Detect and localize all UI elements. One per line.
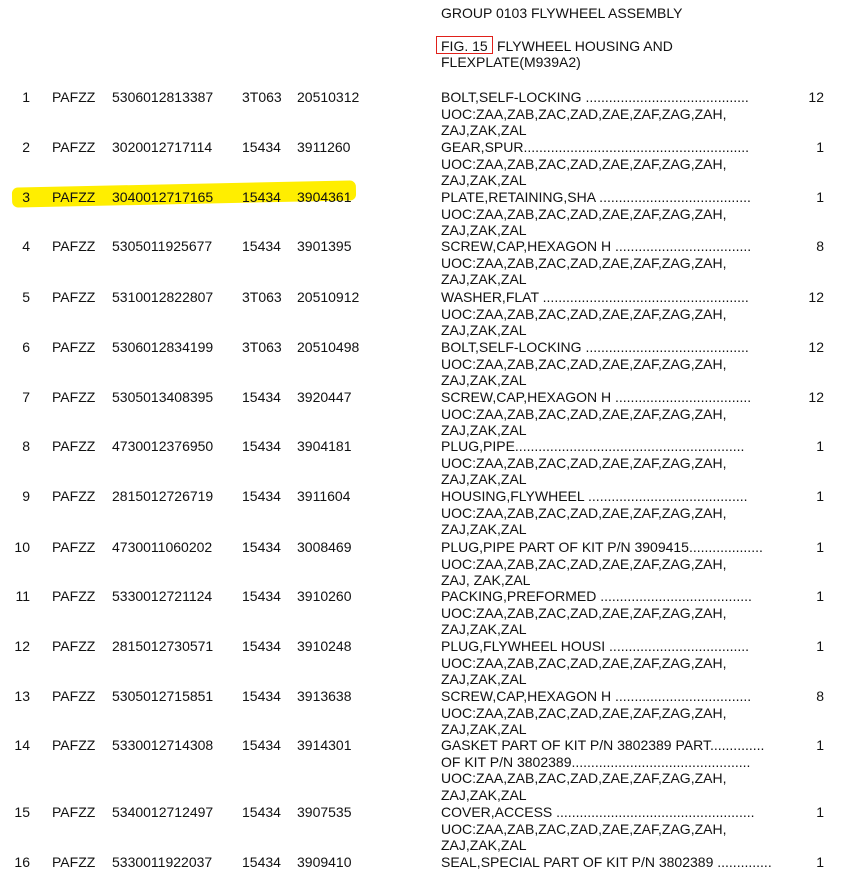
description-continuation: ZAJ,ZAK,ZAL (441, 422, 527, 439)
description-continuation: ZAJ,ZAK,ZAL (441, 837, 527, 854)
description-continuation: ZAJ, ZAK,ZAL (441, 572, 531, 589)
quantity: 1 (816, 804, 824, 820)
part-number: 3920447 (297, 389, 352, 405)
part-number: 3911260 (297, 139, 351, 155)
description-continuation: UOC:ZAA,ZAB,ZAC,ZAD,ZAE,ZAF,ZAG,ZAH, (441, 305, 727, 322)
fig-label: FIG. 15 (441, 38, 488, 54)
nsn: 5340012712497 (112, 804, 214, 820)
smr-code: PAFZZ (52, 238, 96, 254)
item-number: 9 (22, 488, 30, 504)
item-number: 14 (14, 737, 30, 753)
quantity: 1 (816, 438, 824, 454)
description-continuation: ZAJ,ZAK,ZAL (441, 122, 527, 139)
description-continuation: UOC:ZAA,ZAB,ZAC,ZAD,ZAE,ZAF,ZAG,ZAH, (441, 704, 727, 721)
part-number: 20510312 (297, 89, 360, 105)
description: PLUG,PIPE........................................................... (441, 438, 745, 454)
nsn: 5330012714308 (112, 737, 214, 753)
part-number: 3904361 (297, 189, 352, 205)
part-number: 3914301 (297, 737, 352, 753)
description: BOLT,SELF-LOCKING .......................................... (441, 339, 749, 355)
fig-title-line-2: FLEXPLATE(M939A2) (441, 54, 581, 70)
quantity: 12 (808, 339, 824, 355)
smr-code: PAFZZ (52, 139, 96, 155)
part-number: 3904181 (297, 438, 352, 454)
description-continuation: UOC:ZAA,ZAB,ZAC,ZAD,ZAE,ZAF,ZAG,ZAH, (441, 205, 727, 222)
nsn: 4730011060202 (112, 539, 213, 555)
smr-code: PAFZZ (52, 638, 96, 654)
quantity: 12 (808, 89, 824, 105)
description-continuation: ZAJ,ZAK,ZAL (441, 172, 527, 189)
smr-code: PAFZZ (52, 89, 96, 105)
description-continuation: ZAJ,ZAK,ZAL (441, 671, 527, 688)
description-continuation: UOC:ZAA,ZAB,ZAC,ZAD,ZAE,ZAF,ZAG,ZAH, (441, 254, 727, 271)
item-number: 16 (14, 854, 30, 870)
part-number: 3910248 (297, 638, 352, 654)
nsn: 5330012721124 (112, 588, 213, 604)
nsn: 2815012726719 (112, 488, 214, 504)
smr-code: PAFZZ (52, 539, 96, 555)
part-number: 3907535 (297, 804, 352, 820)
description-continuation: ZAJ,ZAK,ZAL (441, 471, 527, 488)
description: WASHER,FLAT ..................................................... (441, 289, 749, 305)
cage-code: 15434 (242, 638, 281, 654)
description: SEAL,SPECIAL PART OF KIT P/N 3802389 .............. (441, 854, 772, 870)
smr-code: PAFZZ (52, 189, 96, 205)
quantity: 8 (816, 688, 824, 704)
cage-code: 15434 (242, 488, 281, 504)
nsn: 5306012813387 (112, 89, 214, 105)
nsn: 5305011925677 (112, 238, 213, 254)
cage-code: 3T063 (242, 339, 282, 355)
item-number: 7 (22, 389, 30, 405)
description: PACKING,PREFORMED ....................................... (441, 588, 752, 604)
smr-code: PAFZZ (52, 389, 96, 405)
description-continuation: ZAJ,ZAK,ZAL (441, 721, 527, 738)
description: SCREW,CAP,HEXAGON H ................................... (441, 688, 752, 704)
quantity: 12 (808, 389, 824, 405)
description-continuation: ZAJ,ZAK,ZAL (441, 621, 527, 638)
smr-code: PAFZZ (52, 438, 96, 454)
description-continuation: ZAJ,ZAK,ZAL (441, 372, 527, 389)
item-number: 13 (14, 688, 30, 704)
description-continuation: OF KIT P/N 3802389.............................................. (441, 753, 751, 770)
description-continuation: UOC:ZAA,ZAB,ZAC,ZAD,ZAE,ZAF,ZAG,ZAH, (441, 405, 727, 422)
description-continuation: ZAJ,ZAK,ZAL (441, 322, 527, 339)
description-continuation: ZAJ,ZAK,ZAL (441, 222, 527, 239)
item-number: 4 (22, 238, 30, 254)
nsn: 5310012822807 (112, 289, 214, 305)
description: PLUG,PIPE PART OF KIT P/N 3909415................... (441, 539, 763, 555)
description-continuation: UOC:ZAA,ZAB,ZAC,ZAD,ZAE,ZAF,ZAG,ZAH, (441, 454, 727, 471)
item-number: 12 (14, 638, 30, 654)
nsn: 5306012834199 (112, 339, 214, 355)
description: BOLT,SELF-LOCKING .......................................... (441, 89, 749, 105)
part-number: 3901395 (297, 238, 352, 254)
description-continuation: UOC:ZAA,ZAB,ZAC,ZAD,ZAE,ZAF,ZAG,ZAH, (441, 820, 727, 837)
item-number: 11 (15, 588, 30, 604)
quantity: 1 (816, 139, 824, 155)
nsn: 2815012730571 (112, 638, 214, 654)
quantity: 8 (816, 238, 824, 254)
item-number: 10 (14, 539, 30, 555)
quantity: 12 (808, 289, 824, 305)
smr-code: PAFZZ (52, 854, 96, 870)
cage-code: 15434 (242, 139, 281, 155)
description-continuation: UOC:ZAA,ZAB,ZAC,ZAD,ZAE,ZAF,ZAG,ZAH, (441, 105, 727, 122)
description: COVER,ACCESS ................................................... (441, 804, 755, 820)
smr-code: PAFZZ (52, 588, 96, 604)
description-continuation: UOC:ZAA,ZAB,ZAC,ZAD,ZAE,ZAF,ZAG,ZAH, (441, 355, 727, 372)
group-title: GROUP 0103 FLYWHEEL ASSEMBLY (441, 5, 683, 21)
part-number: 3913638 (297, 688, 352, 704)
smr-code: PAFZZ (52, 488, 96, 504)
description: PLUG,FLYWHEEL HOUSI .................................... (441, 638, 750, 654)
cage-code: 15434 (242, 688, 281, 704)
cage-code: 3T063 (242, 89, 282, 105)
part-number: 3911604 (297, 488, 351, 504)
quantity: 1 (816, 588, 824, 604)
description-continuation: UOC:ZAA,ZAB,ZAC,ZAD,ZAE,ZAF,ZAG,ZAH, (441, 155, 727, 172)
smr-code: PAFZZ (52, 688, 96, 704)
nsn: 4730012376950 (112, 438, 214, 454)
smr-code: PAFZZ (52, 737, 96, 753)
item-number: 2 (22, 139, 30, 155)
cage-code: 15434 (242, 238, 281, 254)
nsn: 5305012715851 (112, 688, 214, 704)
cage-code: 15434 (242, 854, 281, 870)
quantity: 1 (816, 854, 824, 870)
cage-code: 15434 (242, 438, 281, 454)
cage-code: 15434 (242, 588, 281, 604)
description: PLATE,RETAINING,SHA ....................................... (441, 189, 751, 205)
item-number: 6 (22, 339, 30, 355)
description: HOUSING,FLYWHEEL ......................................... (441, 488, 748, 504)
fig-title-line-1: FLYWHEEL HOUSING AND (497, 38, 673, 54)
quantity: 1 (816, 189, 824, 205)
part-number: 3909410 (297, 854, 352, 870)
cage-code: 15434 (242, 189, 281, 205)
description-continuation: ZAJ,ZAK,ZAL (441, 521, 527, 538)
cage-code: 15434 (242, 804, 281, 820)
quantity: 1 (816, 539, 824, 555)
description: SCREW,CAP,HEXAGON H ................................... (441, 238, 752, 254)
part-number: 20510912 (297, 289, 360, 305)
part-number: 3910260 (297, 588, 352, 604)
smr-code: PAFZZ (52, 339, 96, 355)
item-number: 1 (22, 89, 30, 105)
quantity: 1 (816, 638, 824, 654)
description-continuation: ZAJ,ZAK,ZAL (441, 787, 527, 804)
description: SCREW,CAP,HEXAGON H ................................... (441, 389, 752, 405)
description-continuation: UOC:ZAA,ZAB,ZAC,ZAD,ZAE,ZAF,ZAG,ZAH, (441, 555, 727, 572)
description-continuation: UOC:ZAA,ZAB,ZAC,ZAD,ZAE,ZAF,ZAG,ZAH, (441, 604, 727, 621)
cage-code: 15434 (242, 389, 281, 405)
quantity: 1 (816, 488, 824, 504)
quantity: 1 (816, 737, 824, 753)
smr-code: PAFZZ (52, 804, 96, 820)
description-continuation: UOC:ZAA,ZAB,ZAC,ZAD,ZAE,ZAF,ZAG,ZAH, (441, 504, 727, 521)
item-number: 3 (22, 189, 30, 205)
cage-code: 3T063 (242, 289, 282, 305)
cage-code: 15434 (242, 539, 281, 555)
item-number: 8 (22, 438, 30, 454)
item-number: 5 (22, 289, 30, 305)
nsn: 5330011922037 (112, 854, 213, 870)
description: GASKET PART OF KIT P/N 3802389 PART.............. (441, 737, 765, 753)
smr-code: PAFZZ (52, 289, 96, 305)
description: GEAR,SPUR.......................................................... (441, 139, 750, 155)
description-continuation: UOC:ZAA,ZAB,ZAC,ZAD,ZAE,ZAF,ZAG,ZAH, (441, 654, 727, 671)
nsn: 5305013408395 (112, 389, 214, 405)
part-number: 20510498 (297, 339, 360, 355)
item-number: 15 (14, 804, 30, 820)
nsn: 3040012717165 (112, 189, 214, 205)
cage-code: 15434 (242, 737, 281, 753)
description-continuation: ZAJ,ZAK,ZAL (441, 271, 527, 288)
nsn: 3020012717114 (112, 139, 213, 155)
part-number: 3008469 (297, 539, 352, 555)
description-continuation: UOC:ZAA,ZAB,ZAC,ZAD,ZAE,ZAF,ZAG,ZAH, (441, 770, 727, 787)
